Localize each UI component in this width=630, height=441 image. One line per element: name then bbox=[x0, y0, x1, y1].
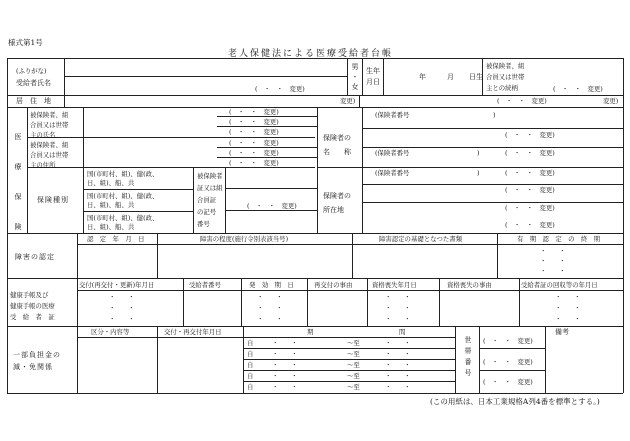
copay-label: 一部負担金の 減・免関係 bbox=[13, 351, 61, 371]
copay-to-dots: ・ ・ bbox=[385, 372, 411, 380]
copay-to: 〜至 bbox=[347, 383, 360, 391]
insurance-type-label: 保険種別 bbox=[37, 196, 69, 204]
insured-addr-dots-1: ( ・ ・ 変更) bbox=[229, 139, 279, 147]
handbook-collection-dots-1: ・ ・ bbox=[555, 293, 581, 301]
handbook-issued-dots-2: ・ ・ bbox=[109, 304, 135, 312]
copay-to: 〜至 bbox=[347, 372, 360, 380]
disability-label: 障害の認定 bbox=[15, 253, 55, 261]
household-dots-1: ( ・ ・ 変更) bbox=[483, 337, 533, 345]
insurer-number-1-close: ) bbox=[493, 111, 496, 119]
household-dots-2: ( ・ ・ 変更) bbox=[483, 358, 533, 366]
card-number-label: 被保険者 証又は組 合員証 の記号 番号 bbox=[197, 172, 223, 228]
handbook-effective-dots-1: ・ ・ bbox=[257, 293, 283, 301]
remarks-label: 備考 bbox=[555, 328, 569, 336]
disability-dots-1: ・ ・ bbox=[540, 247, 566, 255]
copay-from-dots: ・ ・ bbox=[272, 361, 298, 369]
copay-from-dots: ・ ・ bbox=[272, 372, 298, 380]
handbook-effective-dots-2: ・ ・ bbox=[257, 304, 283, 312]
insurer-address-dots-1: ( ・ ・ 変更) bbox=[505, 186, 555, 194]
address-change: 変更) bbox=[340, 97, 356, 105]
handbook-effective-dots-3: ・ ・ bbox=[257, 315, 283, 323]
handbook-header-issued: 交付(再交付・更新)年月日 bbox=[79, 281, 155, 289]
birth-month-unit: 月 bbox=[447, 73, 454, 81]
address-change-dots: ( ・ ・ 変更) bbox=[497, 97, 547, 105]
birth-label: 生年 月日 bbox=[366, 67, 380, 86]
disability-dots-2: ・ ・ bbox=[540, 257, 566, 265]
insurer-number-3-close: ) bbox=[477, 169, 480, 177]
birth-year-unit: 年 bbox=[419, 73, 426, 81]
insured-name-dots-3: ( ・ ・ 変更) bbox=[229, 128, 279, 136]
insurer-address-dots-2: ( ・ ・ 変更) bbox=[505, 204, 555, 212]
insurer-number-2-dots: ( ・ ・ 変更) bbox=[505, 149, 555, 157]
copay-from: 自 bbox=[247, 361, 254, 369]
insured-name-label: 被保険者、組 合員又は世帯 主の氏名 bbox=[30, 111, 69, 139]
insured-addr-dots-2: ( ・ ・ 変更) bbox=[229, 149, 279, 157]
copay-from: 自 bbox=[247, 339, 254, 347]
disability-dots-3: ・ ・ bbox=[540, 267, 566, 275]
copay-header-category: 区分・内容等 bbox=[91, 328, 130, 336]
copay-to-dots: ・ ・ bbox=[385, 339, 411, 347]
copay-from: 自 bbox=[247, 372, 254, 380]
handbook-header-loss-reason: 資格喪失の事由 bbox=[447, 281, 492, 289]
insurer-name-dots: ( ・ ・ 変更) bbox=[505, 131, 555, 139]
copay-header-period-2: 間 bbox=[399, 328, 406, 336]
insurance-type-options-3: 国(市町村、組)、健(政、 日、組)、船、共 bbox=[87, 214, 159, 231]
address-change-2: 変更) bbox=[603, 97, 619, 105]
handbook-header-recipient-no: 受給者番号 bbox=[189, 281, 221, 289]
handbook-header-effective: 発 効 期 日 bbox=[249, 281, 294, 289]
insurance-type-options-2: 国(市町村、組)、健(政、 日、組)、船、共 bbox=[87, 192, 159, 209]
medical-insurance-section-label: 医 療 保 険 bbox=[14, 133, 22, 231]
copay-to: 〜至 bbox=[347, 339, 360, 347]
copay-from-dots: ・ ・ bbox=[272, 339, 298, 347]
copay-to-dots: ・ ・ bbox=[385, 361, 411, 369]
form-number: 様式第1号 bbox=[8, 38, 43, 47]
card-number-dots: ( ・ ・ 変更) bbox=[247, 202, 297, 210]
copay-to: 〜至 bbox=[347, 350, 360, 358]
birth-day-unit: 日生 bbox=[469, 73, 483, 81]
handbook-header-reissue-reason: 再交付の事由 bbox=[314, 281, 353, 289]
insurer-number-2-close: ) bbox=[477, 149, 480, 157]
copay-to-dots: ・ ・ bbox=[385, 383, 411, 391]
page-title: 老人保健法による医療受給者台帳 bbox=[228, 49, 394, 59]
copay-to-dots: ・ ・ bbox=[385, 350, 411, 358]
furigana-label: (ふりがな) bbox=[16, 67, 47, 75]
handbook-loss-dots-1: ・ ・ bbox=[385, 293, 411, 301]
handbook-header-collection-date: 受給者証の回収等の年月日 bbox=[521, 281, 598, 289]
insurance-type-options-1: 国(市町村、組)、健(政、 日、組)、船、共 bbox=[87, 170, 159, 187]
copay-from: 自 bbox=[247, 350, 254, 358]
copay-from-dots: ・ ・ bbox=[272, 383, 298, 391]
household-number-label: 世 帯 番 号 bbox=[464, 336, 472, 377]
address-label: 居 住 地 bbox=[16, 97, 51, 105]
ledger-form bbox=[7, 58, 623, 393]
insured-name-dots-1: ( ・ ・ 変更) bbox=[229, 108, 279, 116]
relation-change-dots: ( ・ ・ 変更) bbox=[553, 85, 603, 93]
copay-header-issued: 交付・再交付年月日 bbox=[164, 328, 222, 336]
handbook-header-loss-date: 資格喪失年月日 bbox=[372, 281, 417, 289]
name-change-dots: ( ・ ・ 変更) bbox=[255, 85, 305, 93]
handbook-collection-dots-2: ・ ・ bbox=[555, 304, 581, 312]
copay-to: 〜至 bbox=[347, 361, 360, 369]
insured-name-dots-2: ( ・ ・ 変更) bbox=[229, 118, 279, 126]
handbook-loss-dots-2: ・ ・ bbox=[385, 304, 411, 312]
handbook-loss-dots-3: ・ ・ bbox=[385, 315, 411, 323]
copay-from: 自 bbox=[247, 383, 254, 391]
handbook-collection-dots-3: ・ ・ bbox=[555, 315, 581, 323]
insured-addr-dots-3: ( ・ ・ 変更) bbox=[229, 159, 279, 167]
insurer-address-label: 保険者の 所在地 bbox=[323, 192, 351, 214]
disability-header-docs: 障害認定の基礎となつた書類 bbox=[379, 235, 463, 243]
sex-label: 男 ・ 女 bbox=[351, 63, 359, 91]
handbook-label: 健康手帳及び 健康手帳の医療 受 給 者 証 bbox=[10, 291, 55, 321]
insured-addr-label: 被保険者、組 合員又は世帯 主の住所 bbox=[30, 141, 69, 169]
handbook-issued-dots-3: ・ ・ bbox=[109, 315, 135, 323]
insurer-address-dots-3: ( ・ ・ 変更) bbox=[505, 221, 555, 229]
copay-header-period-1: 期 bbox=[307, 328, 314, 336]
footer-note: (この用紙は、日本工業規格A列4番を標準とする。) bbox=[430, 397, 600, 406]
relation-label: 被保険者、組 合員又は世帯 主との続柄 bbox=[486, 62, 525, 92]
disability-header-date: 認 定 年 月 日 bbox=[87, 235, 145, 243]
handbook-issued-dots-1: ・ ・ bbox=[109, 293, 135, 301]
household-dots-3: ( ・ ・ 変更) bbox=[483, 378, 533, 386]
insurer-number-3: (保険者番号 bbox=[375, 169, 410, 177]
insurer-number-2: (保険者番号 bbox=[375, 149, 410, 157]
disability-header-term: 有 期 認 定 の 終 期 bbox=[517, 235, 601, 243]
disability-header-degree: 障害の程度(施行令別表該当号) bbox=[200, 235, 289, 243]
copay-from-dots: ・ ・ bbox=[272, 350, 298, 358]
insurer-number-3-dots: ( ・ ・ 変更) bbox=[505, 169, 555, 177]
insurer-name-label: 保険者の 名 称 bbox=[323, 134, 351, 156]
insurer-number-1: (保険者番号 bbox=[375, 111, 410, 119]
recipient-name-label: 受給者氏名 bbox=[16, 79, 51, 87]
